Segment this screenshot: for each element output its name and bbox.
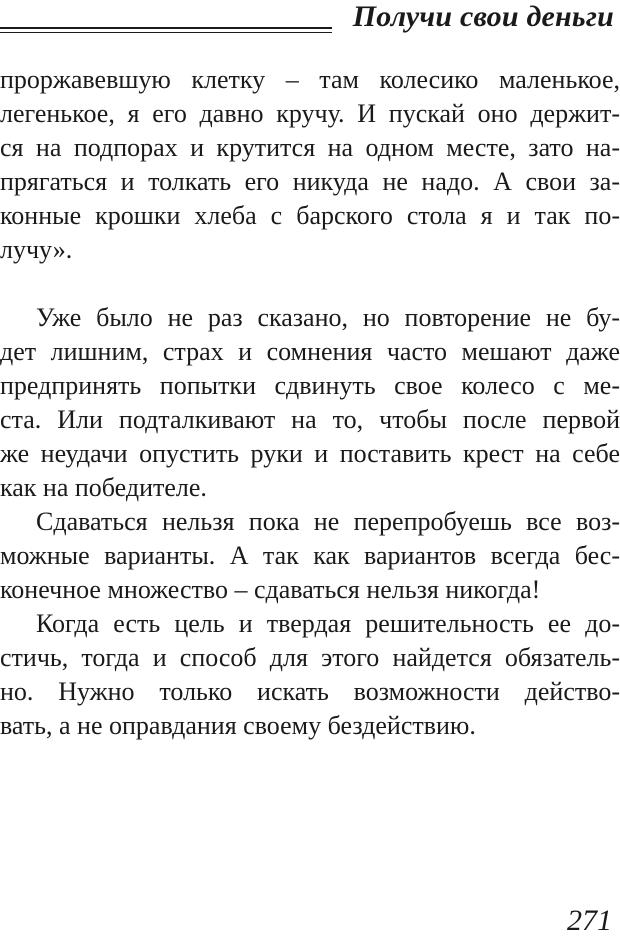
paragraph	[0, 301, 620, 505]
text-line: дет лишним, страх и сомнения часто мешают даже	[0, 337, 620, 366]
text-line: проржавевшую клетку – там колесико маленькое,	[0, 65, 620, 94]
header-rule	[0, 27, 332, 33]
text-line: Уже было не раз сказано, но повторение не бу-	[36, 303, 620, 332]
text-line: вать, а не оправдания своему бездействию.	[0, 711, 476, 740]
body-text	[0, 63, 620, 743]
text-line: конные крошки хлеба с барского стола я и так по-	[0, 201, 620, 230]
text-line: но. Нужно только искать возможности действо-	[0, 677, 620, 706]
paragraph	[0, 63, 620, 267]
text-line: ся на подпорах и крутится на одном месте, зато на-	[0, 133, 620, 162]
text-line: можные варианты. А так как вариантов всегда бес-	[0, 541, 620, 570]
text-line: Сдаваться нельзя пока не перепробуешь все воз-	[36, 507, 620, 536]
paragraph	[0, 607, 620, 743]
text-line: же неудачи опустить руки и поставить крест на себе	[0, 439, 620, 468]
text-line: ста. Или подталкивают на то, чтобы после первой	[0, 405, 620, 434]
page-number: 271	[567, 904, 612, 937]
text-line: легенькое, я его давно кручу. И пускай оно держит-	[0, 99, 620, 128]
paragraph	[0, 505, 620, 607]
text-line: конечное множество – сдаваться нельзя никогда!	[0, 575, 541, 604]
text-line: предпринять попытки сдвинуть свое колесо с ме-	[0, 371, 620, 400]
text-line: Когда есть цель и твердая решительность ее до-	[36, 609, 620, 638]
text-line: стичь, тогда и способ для этого найдется обязатель-	[0, 643, 620, 672]
text-line: прягаться и толкать его никуда не надо. А свои за-	[0, 167, 620, 196]
text-line: лучу».	[0, 235, 73, 264]
text-line: как на победителе.	[0, 473, 207, 502]
paragraph-gap	[0, 267, 620, 301]
running-head-title: Получи свои деньги	[352, 0, 614, 33]
